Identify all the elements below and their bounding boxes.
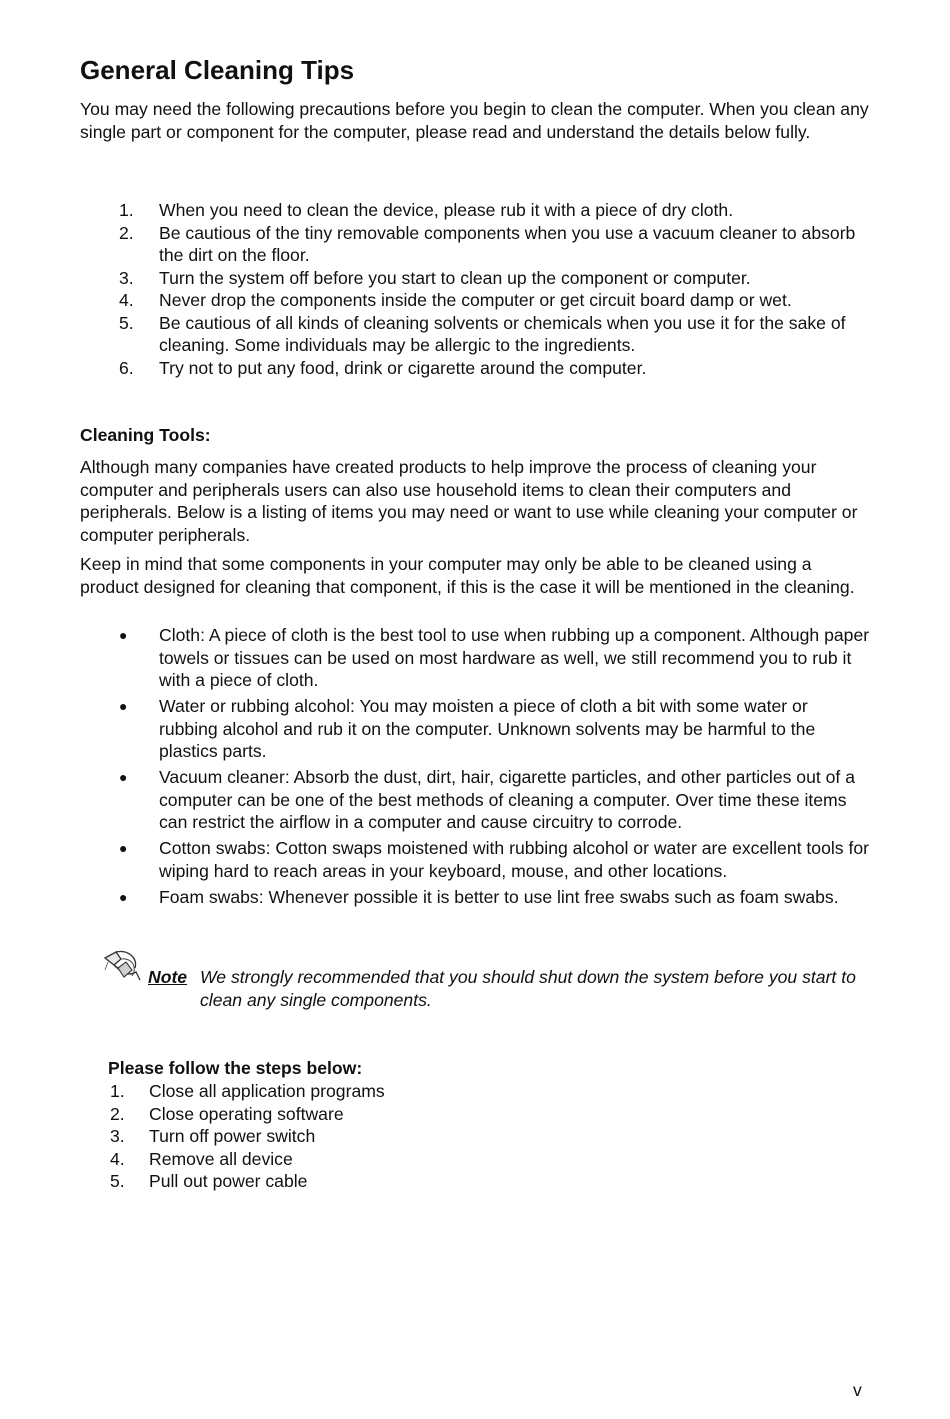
page-number: v	[853, 1380, 862, 1400]
list-number: 3.	[110, 1126, 125, 1146]
list-item-text: Water or rubbing alcohol: You may moisten a piece of cloth a bit with some water or rubbing alcohol and rub it on the computer. Unknown solvents may be harmful to the plastics parts.	[159, 696, 816, 761]
list-item	[80, 624, 870, 692]
list-item-text: Turn off power switch	[149, 1126, 316, 1146]
cleaning-tools-paragraph: Although many companies have created products to help improve the process of cleaning your computer and peripherals users can also use household items to clean their computers and peripherals. Below is a listing of items you may need or want to use while cleaning your computer or computer peripherals.	[80, 457, 858, 545]
list-item	[80, 1125, 870, 1148]
list-item-text: Try not to put any food, drink or cigarette around the computer.	[159, 357, 647, 378]
cleaning-tools-heading: Cleaning Tools:	[80, 425, 211, 445]
bullet-icon: ●	[119, 769, 128, 785]
cleaning-tools-paragraph: Keep in mind that some components in your computer may only be able to be cleaned using a product designed for cleaning that component, if this is the case it will be mentioned in the cleaning.	[80, 554, 855, 597]
list-number: 5.	[119, 312, 134, 333]
cleaning-tools-list	[80, 624, 870, 912]
intro-paragraph: You may need the following precautions before you begin to clean the computer. When you clean any single part or component for the computer, please read and understand the details below fully.	[80, 99, 869, 142]
precautions-list	[80, 199, 870, 379]
note-text: We strongly recommended that you should shut down the system before you start to clean any single components.	[200, 967, 856, 1010]
bullet-icon: ●	[119, 840, 128, 856]
list-item-text: Cotton swabs: Cotton swaps moistened with rubbing alcohol or water are excellent tools for wiping hard to reach areas in your keyboard, mouse, and other locations.	[159, 838, 869, 881]
bullet-icon: ●	[119, 888, 128, 905]
list-item	[80, 357, 870, 380]
list-number: 1.	[110, 1081, 125, 1101]
list-item-text: Be cautious of the tiny removable components when you use a vacuum cleaner to absorb the dirt on the floor.	[159, 222, 856, 265]
list-item	[80, 695, 870, 763]
list-number: 6.	[119, 357, 134, 378]
list-item-text: Turn the system off before you start to clean up the component or computer.	[159, 267, 751, 288]
list-item	[80, 1103, 870, 1126]
list-item	[80, 1170, 870, 1193]
list-number: 4.	[119, 290, 134, 310]
shutdown-steps-list	[80, 1080, 870, 1193]
list-item-text: Pull out power cable	[149, 1171, 308, 1191]
list-item	[80, 289, 870, 312]
list-item	[80, 837, 870, 882]
list-number: 2.	[110, 1103, 125, 1124]
list-item-text: Be cautious of all kinds of cleaning solvents or chemicals when you use it for the sake of cleaning. Some individuals may be allergic to the ingredients.	[159, 312, 846, 355]
list-item-text: When you need to clean the device, please rub it with a piece of dry cloth.	[159, 200, 734, 220]
list-item	[80, 886, 870, 909]
list-number: 2.	[119, 222, 134, 243]
list-number: 4.	[110, 1148, 125, 1169]
list-item	[80, 1080, 870, 1103]
list-item-text: Cloth: A piece of cloth is the best tool to use when rubbing up a component. Although paper towels or tissues can be used on most hardware as well, we still recommend you to rub it with a piece of cloth.	[159, 625, 870, 690]
list-item	[80, 1148, 870, 1171]
note-pin-icon	[102, 950, 144, 986]
list-item	[80, 199, 870, 222]
list-item	[80, 267, 870, 290]
list-item-text: Remove all device	[149, 1148, 293, 1169]
list-item	[80, 222, 870, 267]
list-item-text: Close operating software	[149, 1103, 344, 1124]
bullet-icon: ●	[119, 627, 128, 643]
list-number: 5.	[110, 1171, 125, 1191]
list-item	[80, 312, 870, 357]
list-item-text: Foam swabs: Whenever possible it is better to use lint free swabs such as foam swabs.	[159, 886, 839, 907]
list-number: 1.	[119, 200, 134, 220]
steps-heading: Please follow the steps below:	[108, 1058, 363, 1078]
list-number: 3.	[119, 267, 134, 288]
note-label: Note	[148, 967, 188, 987]
bullet-icon: ●	[119, 698, 128, 714]
list-item-text: Vacuum cleaner: Absorb the dust, dirt, hair, cigarette particles, and other particles out of a computer can be one of the best methods of cleaning a computer. Over time these items can restrict the airflow in a computer and cause circuitry to corrode.	[159, 767, 855, 832]
page-title: General Cleaning Tips	[80, 55, 355, 85]
list-item-text: Close all application programs	[149, 1081, 385, 1101]
list-item-text: Never drop the components inside the computer or get circuit board damp or wet.	[159, 290, 792, 310]
list-item	[80, 766, 870, 834]
